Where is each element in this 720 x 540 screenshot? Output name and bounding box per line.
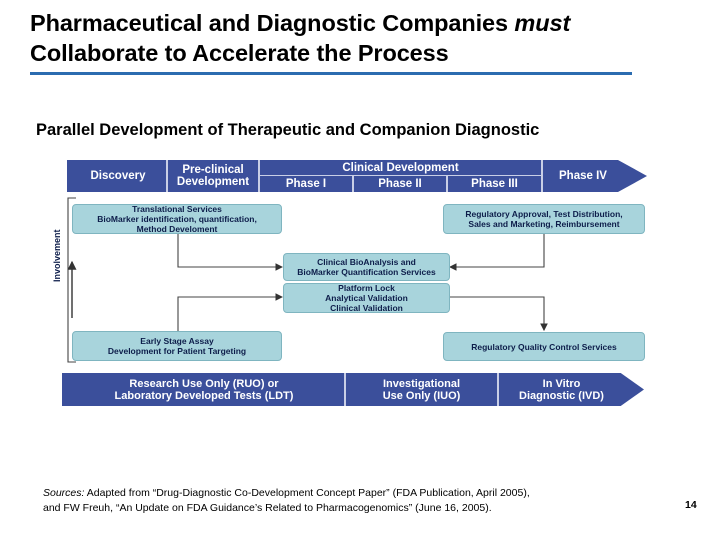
phase-preclinical-line2: Development xyxy=(176,176,250,188)
page-number: 14 xyxy=(685,499,697,511)
box-line: BioMarker Quantification Services xyxy=(297,267,436,277)
phase-4: Phase IV xyxy=(559,170,607,182)
phase-discovery: Discovery xyxy=(90,170,146,182)
ivd-line1: In Vitro xyxy=(542,377,581,390)
iuo-line2: Use Only (IUO) xyxy=(382,389,461,402)
box-line: Platform Lock xyxy=(338,283,395,293)
iuo-line1: Investigational xyxy=(382,377,461,390)
quality-control-box xyxy=(443,332,645,361)
platform-lock-box xyxy=(283,283,450,313)
slide-title xyxy=(30,8,700,68)
box-line: Regulatory Approval, Test Distribution, xyxy=(465,209,623,219)
title-emphasis: must xyxy=(514,10,571,36)
ivd-line2: Diagnostic (IVD) xyxy=(519,389,604,402)
phase-3: Phase III xyxy=(471,178,518,190)
ruo-line1: Research Use Only (RUO) or xyxy=(129,377,279,390)
phase-preclinical-line1: Pre-clinical xyxy=(182,164,244,176)
box-line: Development for Patient Targeting xyxy=(107,346,247,356)
phase-2: Phase II xyxy=(378,178,422,190)
title-line-1 xyxy=(30,8,700,38)
regulatory-to-bioanalysis-line xyxy=(450,234,544,267)
box-line: Method Develoment xyxy=(136,224,218,234)
box-line: BioMarker identification, quantification, xyxy=(97,214,257,224)
title-line-2: Collaborate to Accelerate the Process xyxy=(30,40,449,66)
sources-line-1 xyxy=(43,486,643,501)
box-line: Clinical BioAnalysis and xyxy=(317,257,416,267)
ruo-ldt-label xyxy=(64,373,344,406)
sources-note xyxy=(43,486,643,516)
involvement-label: Involvement xyxy=(52,229,62,282)
translational-to-bioanalysis-line xyxy=(178,234,282,267)
box-line: Sales and Marketing, Reimbursement xyxy=(468,219,620,229)
iuo-label xyxy=(346,373,497,406)
sources-label: Sources: xyxy=(43,487,85,499)
earlystage-to-platformlock-line xyxy=(178,297,282,331)
sources-line-2: and FW Freuh, “An Update on FDA Guidance’s Related to Pharmacogenomics” (June 16, 2005). xyxy=(43,502,492,514)
clinical-bioanalysis-box xyxy=(283,253,450,281)
title-underline xyxy=(30,72,632,75)
translational-services-box xyxy=(72,204,282,234)
phase-1: Phase I xyxy=(285,178,327,190)
ruo-line2: Laboratory Developed Tests (LDT) xyxy=(114,389,294,402)
phase-preclinical xyxy=(168,160,258,192)
phase-clinical-development: Clinical Development xyxy=(342,161,459,174)
box-line: Early Stage Assay xyxy=(140,336,214,346)
box-line: Analytical Validation xyxy=(325,293,408,303)
sources-text-1: Adapted from “Drug-Diagnostic Co-Development Concept Paper” (FDA Publication, April 2005), xyxy=(84,487,530,499)
box-line: Translational Services xyxy=(132,204,222,214)
ivd-label xyxy=(499,373,624,406)
box-line: Regulatory Quality Control Services xyxy=(471,341,617,352)
platformlock-to-qc-line xyxy=(450,297,544,330)
title-text: Pharmaceutical and Diagnostic Companies xyxy=(30,10,515,36)
regulatory-approval-box xyxy=(443,204,645,234)
early-stage-assay-box xyxy=(72,331,282,361)
box-line: Clinical Validation xyxy=(330,303,403,313)
diagram-subtitle: Parallel Development of Therapeutic and Companion Diagnostic xyxy=(36,121,540,139)
